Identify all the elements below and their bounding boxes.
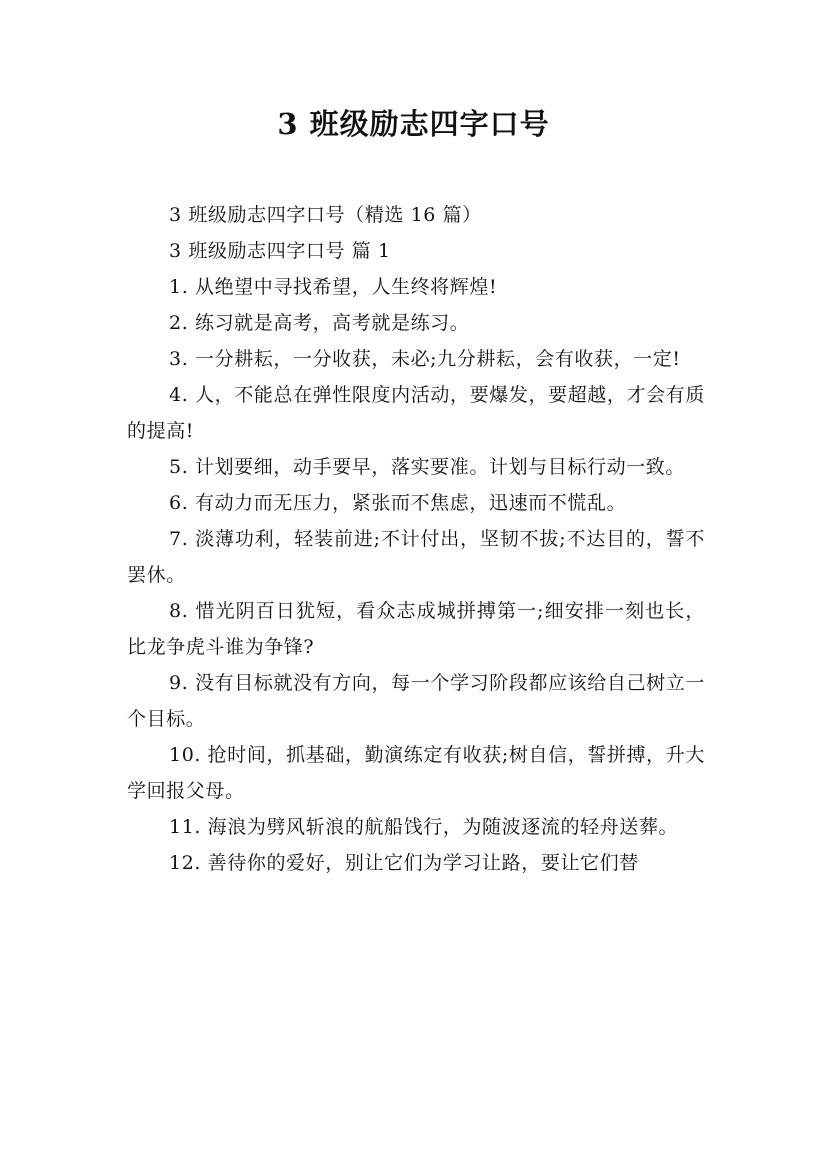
slogan-item-7: 7. 淡薄功利，轻装前进;不计付出，坚韧不拔;不达目的，誓不罢休。 bbox=[127, 528, 705, 586]
document-body bbox=[127, 197, 705, 881]
slogan-item-12: 12. 善待你的爱好，别让它们为学习让路，要让它们替 bbox=[169, 852, 639, 874]
slogan-item-10: 10. 抢时间，抓基础，勤演练定有收获;树自信，誓拼搏，升大学回报父母。 bbox=[127, 744, 705, 802]
slogan-item-4: 4. 人，不能总在弹性限度内活动，要爆发，要超越，才会有质的提高! bbox=[127, 384, 705, 442]
slogan-item-2: 2. 练习就是高考，高考就是练习。 bbox=[169, 312, 470, 334]
slogan-item-3: 3. 一分耕耘，一分收获，未必;九分耕耘，会有收获，一定! bbox=[169, 348, 681, 370]
slogan-item-6: 6. 有动力而无压力，紧张而不焦虑，迅速而不慌乱。 bbox=[169, 492, 627, 514]
slogan-item-9: 9. 没有目标就没有方向，每一个学习阶段都应该给自己树立一个目标。 bbox=[127, 672, 705, 730]
slogan-item-8: 8. 惜光阴百日犹短，看众志成城拼搏第一;细安排一刻也长，比龙争虎斗谁为争锋? bbox=[127, 600, 705, 658]
slogan-item-11: 11. 海浪为劈风斩浪的航船饯行，为随波逐流的轻舟送葬。 bbox=[169, 816, 679, 838]
slogan-item-1: 1. 从绝望中寻找希望，人生终将辉煌! bbox=[169, 276, 498, 298]
intro-paragraph: 3 班级励志四字口号（精选 16 篇） bbox=[169, 204, 482, 226]
document-title: 3 班级励志四字口号 bbox=[277, 107, 550, 141]
slogan-item-5: 5. 计划要细，动手要早，落实要准。计划与目标行动一致。 bbox=[169, 456, 685, 478]
section-heading: 3 班级励志四字口号 篇 1 bbox=[169, 240, 391, 262]
